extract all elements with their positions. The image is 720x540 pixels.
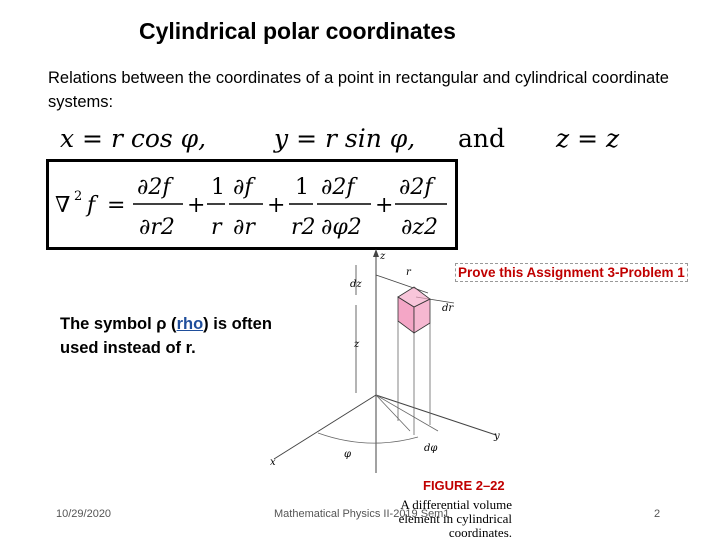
- term3-coef-numerator: 1: [295, 175, 309, 200]
- x-relation: x = r cos φ,: [60, 124, 207, 153]
- r-label: r: [406, 267, 411, 278]
- term2-numerator: ∂f: [233, 175, 253, 200]
- x-axis-line: [274, 395, 376, 459]
- footer-page-number: 2: [654, 508, 661, 520]
- slide-title: Cylindrical polar coordinates: [139, 18, 456, 44]
- rho-link[interactable]: rho: [176, 315, 204, 333]
- phi-label: φ: [344, 449, 352, 460]
- dr-label: dr: [442, 303, 454, 314]
- assignment-note: Prove this Assignment 3-Problem 1: [455, 263, 688, 282]
- term1-denominator: ∂r2: [139, 215, 175, 240]
- z-relation: z = z: [556, 124, 620, 153]
- x-axis-label: x: [270, 457, 276, 468]
- figure-number: FIGURE 2–22: [423, 478, 505, 493]
- equals-sign: =: [107, 193, 126, 218]
- term2-denominator: ∂r: [233, 215, 255, 240]
- term2-coef-denominator: r: [211, 215, 222, 240]
- term1-numerator: ∂2f: [137, 175, 171, 200]
- laplacian-f: f: [87, 193, 96, 218]
- volume-element-cube: [398, 287, 430, 333]
- intro-text: Relations between the coordinates of a point in rectangular and cylindrical coordinate systems:: [48, 69, 669, 111]
- and-word: and: [458, 124, 506, 153]
- figure-caption: A differential volume element in cylindrical coordinates.: [398, 497, 512, 540]
- dz-label: dz: [350, 279, 362, 290]
- plus-3: +: [375, 193, 394, 218]
- plus-1: +: [187, 193, 206, 218]
- z-axis-arrow: [373, 249, 379, 257]
- coordinate-relations: [60, 124, 415, 153]
- z-axis-label: z: [380, 251, 386, 262]
- y-relation: y = r sin φ,: [274, 124, 416, 153]
- y-axis-label: y: [494, 431, 500, 442]
- dphi-label: dφ: [424, 443, 438, 454]
- term2-coef-numerator: 1: [211, 175, 225, 200]
- term4-denominator: ∂z2: [401, 215, 438, 240]
- rho-note-after: ) is often used instead of r.: [60, 315, 272, 357]
- y-axis-line: [376, 395, 496, 435]
- z-height-label: z: [354, 339, 360, 350]
- rho-note-before: The symbol ρ (: [60, 315, 177, 333]
- nabla-exponent: 2: [74, 189, 83, 204]
- laplacian-equation-box: [46, 159, 458, 250]
- term3-numerator: ∂2f: [321, 175, 355, 200]
- cylindrical-volume-figure: [258, 245, 514, 477]
- laplacian-equation: [49, 162, 455, 247]
- term3-coef-denominator: r2: [291, 215, 316, 240]
- plus-2: +: [267, 193, 286, 218]
- term4-numerator: ∂2f: [399, 175, 433, 200]
- phi-arc: [318, 433, 418, 443]
- term3-denominator: ∂φ2: [321, 215, 362, 240]
- footer-date: 10/29/2020: [56, 508, 112, 520]
- footer-course: Mathematical Physics II-2019 Sem1: [274, 508, 450, 520]
- nabla-symbol: ∇: [55, 193, 71, 218]
